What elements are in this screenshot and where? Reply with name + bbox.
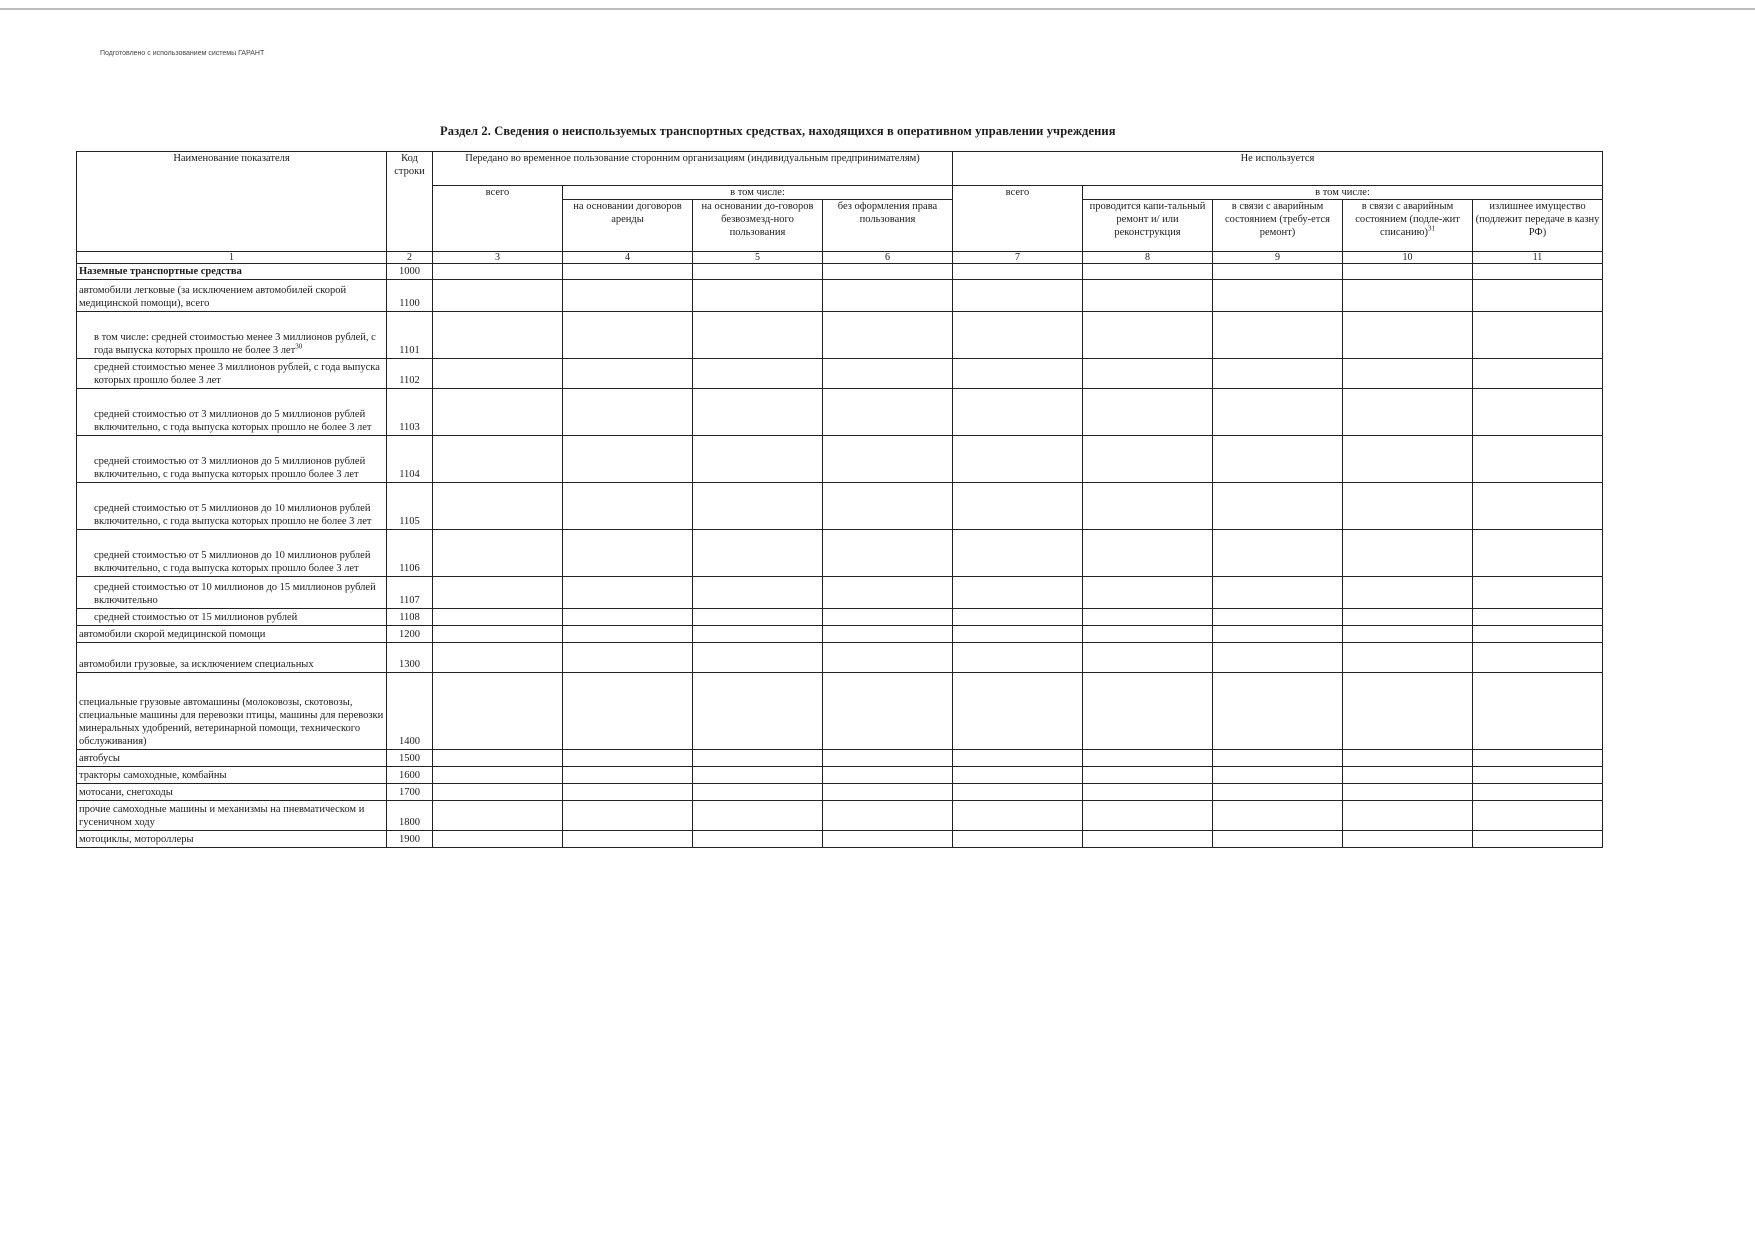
value-cell[interactable] [1473, 831, 1603, 848]
value-cell[interactable] [953, 673, 1083, 750]
row-name-text: автомобили скорой медицинской помощи [79, 629, 266, 640]
row-name-text: средней стоимостью от 10 миллионов до 15 миллионов рублей включительно [94, 582, 376, 606]
value-cell[interactable] [823, 673, 953, 750]
value-cell[interactable] [1083, 483, 1213, 530]
value-cell[interactable] [1343, 609, 1473, 626]
row-code: 1400 [387, 673, 433, 750]
value-cell[interactable] [953, 280, 1083, 312]
value-cell[interactable] [953, 312, 1083, 359]
row-name [77, 626, 387, 643]
value-cell[interactable] [1213, 609, 1343, 626]
value-cell[interactable] [1083, 767, 1213, 784]
value-cell[interactable] [823, 264, 953, 280]
value-cell[interactable] [1473, 436, 1603, 483]
row-name-text: средней стоимостью от 3 миллионов до 5 миллионов рублей включительно, с года выпуска которых прошло не более 3 лет [94, 409, 372, 433]
value-cell[interactable] [1343, 436, 1473, 483]
row-name [77, 280, 387, 312]
value-cell[interactable] [1343, 483, 1473, 530]
table-row [77, 577, 1603, 609]
value-cell[interactable] [1083, 609, 1213, 626]
value-cell[interactable] [953, 483, 1083, 530]
row-code: 1103 [387, 389, 433, 436]
value-cell[interactable] [823, 831, 953, 848]
row-name [77, 609, 387, 626]
row-code: 1108 [387, 609, 433, 626]
value-cell[interactable] [1473, 767, 1603, 784]
value-cell[interactable] [433, 577, 563, 609]
row-code: 1100 [387, 280, 433, 312]
value-cell[interactable] [693, 784, 823, 801]
value-cell[interactable] [953, 831, 1083, 848]
column-number: 11 [1473, 252, 1603, 264]
row-name [77, 750, 387, 767]
row-name-text: специальные грузовые автомашины (молоковозы, скотовозы, специальные машины для перевозки птицы, машины для перевозки минеральных удобрений, ветеринарной помощи, технического обслуживания) [79, 697, 384, 747]
value-cell[interactable] [953, 750, 1083, 767]
value-cell[interactable] [1473, 673, 1603, 750]
value-cell[interactable] [1213, 801, 1343, 831]
row-name [77, 389, 387, 436]
row-name-text: средней стоимостью от 15 миллионов рублей [94, 612, 298, 623]
row-name-text: средней стоимостью менее 3 миллионов рублей, с года выпуска которых прошло более 3 лет [94, 362, 380, 386]
value-cell[interactable] [563, 389, 693, 436]
table-row [77, 280, 1603, 312]
form-table-wrapper [76, 151, 1603, 848]
value-cell[interactable] [433, 359, 563, 389]
row-code: 1107 [387, 577, 433, 609]
value-cell[interactable] [823, 750, 953, 767]
row-name [77, 436, 387, 483]
table-row [77, 784, 1603, 801]
section-title: Раздел 2. Сведения о неиспользуемых транспортных средствах, находящихся в оперативном управлении учреждения [440, 124, 1116, 138]
value-cell[interactable] [1213, 530, 1343, 577]
value-cell[interactable] [953, 264, 1083, 280]
value-cell[interactable] [1473, 530, 1603, 577]
value-cell[interactable] [1083, 577, 1213, 609]
table-row [77, 609, 1603, 626]
value-cell[interactable] [1213, 312, 1343, 359]
value-cell[interactable] [693, 264, 823, 280]
value-cell[interactable] [693, 312, 823, 359]
value-cell[interactable] [433, 312, 563, 359]
value-cell[interactable] [693, 750, 823, 767]
value-cell[interactable] [1343, 577, 1473, 609]
value-cell[interactable] [1213, 577, 1343, 609]
value-cell[interactable] [433, 750, 563, 767]
value-cell[interactable] [823, 801, 953, 831]
value-cell[interactable] [823, 359, 953, 389]
value-cell[interactable] [1213, 643, 1343, 673]
row-name-text: тракторы самоходные, комбайны [79, 770, 227, 781]
value-cell[interactable] [563, 673, 693, 750]
value-cell[interactable] [953, 436, 1083, 483]
row-code: 1105 [387, 483, 433, 530]
value-cell[interactable] [1083, 530, 1213, 577]
value-cell[interactable] [563, 264, 693, 280]
value-cell[interactable] [1083, 280, 1213, 312]
row-name-text: средней стоимостью от 5 миллионов до 10 миллионов рублей включительно, с года выпуска которых прошло не более 3 лет [94, 503, 372, 527]
value-cell[interactable] [433, 801, 563, 831]
row-name [77, 767, 387, 784]
value-cell[interactable] [563, 750, 693, 767]
header-emergency-repair: в связи с аварийным состоянием (требу-ется ремонт) [1213, 200, 1343, 252]
value-cell[interactable] [953, 801, 1083, 831]
value-cell[interactable] [823, 280, 953, 312]
row-code: 1102 [387, 359, 433, 389]
vehicles-table [76, 151, 1603, 848]
value-cell[interactable] [1473, 483, 1603, 530]
value-cell[interactable] [1083, 801, 1213, 831]
row-code: 1101 [387, 312, 433, 359]
value-cell[interactable] [1213, 436, 1343, 483]
value-cell[interactable] [693, 643, 823, 673]
value-cell[interactable] [1473, 643, 1603, 673]
value-cell[interactable] [823, 784, 953, 801]
column-number: 8 [1083, 252, 1213, 264]
header-transferred-incl: в том числе: [563, 186, 953, 200]
value-cell[interactable] [1473, 389, 1603, 436]
value-cell[interactable] [693, 577, 823, 609]
row-name-text: автомобили грузовые, за исключением специальных [79, 659, 314, 670]
value-cell[interactable] [1083, 436, 1213, 483]
column-number: 7 [953, 252, 1083, 264]
value-cell[interactable] [433, 831, 563, 848]
value-cell[interactable] [433, 280, 563, 312]
column-numbers-row [77, 252, 1603, 264]
value-cell[interactable] [823, 483, 953, 530]
value-cell[interactable] [1213, 359, 1343, 389]
value-cell[interactable] [1473, 784, 1603, 801]
value-cell[interactable] [693, 436, 823, 483]
header-code: Код строки [387, 152, 433, 252]
row-code: 1000 [387, 264, 433, 280]
table-row [77, 359, 1603, 389]
value-cell[interactable] [433, 784, 563, 801]
row-name [77, 784, 387, 801]
value-cell[interactable] [433, 609, 563, 626]
row-code: 1106 [387, 530, 433, 577]
table-row [77, 530, 1603, 577]
value-cell[interactable] [693, 767, 823, 784]
value-cell[interactable] [1343, 359, 1473, 389]
value-cell[interactable] [563, 643, 693, 673]
table-row [77, 389, 1603, 436]
value-cell[interactable] [563, 831, 693, 848]
value-cell[interactable] [1473, 312, 1603, 359]
value-cell[interactable] [1473, 626, 1603, 643]
value-cell[interactable] [1213, 831, 1343, 848]
value-cell[interactable] [693, 280, 823, 312]
column-number: 5 [693, 252, 823, 264]
value-cell[interactable] [433, 767, 563, 784]
value-cell[interactable] [1083, 673, 1213, 750]
value-cell[interactable] [953, 530, 1083, 577]
value-cell[interactable] [563, 483, 693, 530]
row-code: 1800 [387, 801, 433, 831]
row-code: 1700 [387, 784, 433, 801]
header-lease: на основании договоров аренды [563, 200, 693, 252]
header-name: Наименование показателя [77, 152, 387, 252]
header-emergency-writeoff [1343, 200, 1473, 252]
value-cell[interactable] [563, 436, 693, 483]
value-cell[interactable] [1473, 609, 1603, 626]
value-cell[interactable] [953, 626, 1083, 643]
table-row [77, 643, 1603, 673]
row-name [77, 643, 387, 673]
row-name [77, 359, 387, 389]
header-no-rights: без оформления права пользования [823, 200, 953, 252]
value-cell[interactable] [693, 359, 823, 389]
row-name-text: в том числе: средней стоимостью менее 3 миллионов рублей, с года выпуска которых прошло не более 3 лет [94, 332, 376, 356]
value-cell[interactable] [1083, 643, 1213, 673]
value-cell[interactable] [1213, 750, 1343, 767]
table-row [77, 436, 1603, 483]
value-cell[interactable] [823, 436, 953, 483]
value-cell[interactable] [1213, 626, 1343, 643]
value-cell[interactable] [1083, 831, 1213, 848]
value-cell[interactable] [1343, 801, 1473, 831]
value-cell[interactable] [433, 436, 563, 483]
value-cell[interactable] [563, 577, 693, 609]
row-name-text: мотосани, снегоходы [79, 787, 173, 798]
value-cell[interactable] [433, 530, 563, 577]
header-surplus: излишнее имущество (подлежит передаче в казну РФ) [1473, 200, 1603, 252]
value-cell[interactable] [693, 609, 823, 626]
row-name [77, 264, 387, 280]
value-cell[interactable] [1343, 643, 1473, 673]
row-name [77, 673, 387, 750]
value-cell[interactable] [1083, 389, 1213, 436]
value-cell[interactable] [433, 483, 563, 530]
value-cell[interactable] [693, 483, 823, 530]
header-emergency-writeoff-text: в связи с аварийным состоянием (подле-жит списанию) [1355, 201, 1460, 238]
value-cell[interactable] [693, 673, 823, 750]
row-name-text: автомобили легковые (за исключением автомобилей скорой медицинской помощи), всего [79, 285, 347, 309]
column-number: 1 [77, 252, 387, 264]
value-cell[interactable] [823, 389, 953, 436]
value-cell[interactable] [1083, 784, 1213, 801]
value-cell[interactable] [1343, 626, 1473, 643]
row-name-text: прочие самоходные машины и механизмы на пневматическом и гусеничном ходу [79, 804, 365, 828]
row-code: 1104 [387, 436, 433, 483]
row-name [77, 577, 387, 609]
row-name-text: мотоциклы, мотороллеры [79, 834, 194, 845]
header-unused-total: всего [953, 186, 1083, 252]
row-name [77, 530, 387, 577]
value-cell[interactable] [1213, 673, 1343, 750]
value-cell[interactable] [1473, 750, 1603, 767]
value-cell[interactable] [823, 643, 953, 673]
table-row [77, 626, 1603, 643]
value-cell[interactable] [953, 643, 1083, 673]
value-cell[interactable] [1213, 483, 1343, 530]
row-name [77, 312, 387, 359]
row-code: 1500 [387, 750, 433, 767]
value-cell[interactable] [1343, 784, 1473, 801]
value-cell[interactable] [1083, 359, 1213, 389]
value-cell[interactable] [1343, 673, 1473, 750]
value-cell[interactable] [433, 264, 563, 280]
row-code: 1200 [387, 626, 433, 643]
value-cell[interactable] [823, 530, 953, 577]
value-cell[interactable] [693, 530, 823, 577]
header-transferred: Передано во временное пользование сторонним организациям (индивидуальным предпринимателям) [433, 152, 953, 186]
table-row [77, 767, 1603, 784]
row-name-text: автобусы [79, 753, 120, 764]
scan-top-edge [0, 8, 1755, 10]
value-cell[interactable] [563, 530, 693, 577]
value-cell[interactable] [1213, 389, 1343, 436]
value-cell[interactable] [1083, 264, 1213, 280]
table-row [77, 673, 1603, 750]
value-cell[interactable] [563, 609, 693, 626]
value-cell[interactable] [1473, 801, 1603, 831]
column-number: 3 [433, 252, 563, 264]
value-cell[interactable] [953, 767, 1083, 784]
table-row [77, 750, 1603, 767]
value-cell[interactable] [433, 626, 563, 643]
value-cell[interactable] [693, 389, 823, 436]
footnote-31: 31 [1427, 224, 1435, 233]
row-name [77, 831, 387, 848]
row-code: 1300 [387, 643, 433, 673]
header-transferred-total: всего [433, 186, 563, 252]
value-cell[interactable] [1213, 280, 1343, 312]
column-number: 6 [823, 252, 953, 264]
value-cell[interactable] [823, 609, 953, 626]
value-cell[interactable] [1213, 767, 1343, 784]
value-cell[interactable] [823, 312, 953, 359]
column-number: 10 [1343, 252, 1473, 264]
row-code: 1600 [387, 767, 433, 784]
table-row [77, 312, 1603, 359]
value-cell[interactable] [1473, 359, 1603, 389]
value-cell[interactable] [1343, 767, 1473, 784]
value-cell[interactable] [1473, 577, 1603, 609]
value-cell[interactable] [433, 389, 563, 436]
value-cell[interactable] [953, 577, 1083, 609]
value-cell[interactable] [1343, 750, 1473, 767]
header-unused-incl: в том числе: [1083, 186, 1603, 200]
value-cell[interactable] [1213, 264, 1343, 280]
row-code: 1900 [387, 831, 433, 848]
value-cell[interactable] [563, 359, 693, 389]
value-cell[interactable] [953, 784, 1083, 801]
value-cell[interactable] [1343, 280, 1473, 312]
value-cell[interactable] [433, 673, 563, 750]
value-cell[interactable] [563, 312, 693, 359]
value-cell[interactable] [563, 626, 693, 643]
header-unused: Не используется [953, 152, 1603, 186]
column-number: 4 [563, 252, 693, 264]
value-cell[interactable] [693, 626, 823, 643]
row-name [77, 483, 387, 530]
value-cell[interactable] [563, 280, 693, 312]
value-cell[interactable] [563, 767, 693, 784]
table-row [77, 831, 1603, 848]
table-body [77, 264, 1603, 848]
value-cell[interactable] [953, 609, 1083, 626]
value-cell[interactable] [433, 643, 563, 673]
value-cell[interactable] [953, 359, 1083, 389]
value-cell[interactable] [563, 801, 693, 831]
value-cell[interactable] [1343, 530, 1473, 577]
table-row [77, 483, 1603, 530]
column-number: 2 [387, 252, 433, 264]
footnote-ref: 30 [295, 342, 303, 351]
row-name-text: Наземные транспортные средства [79, 266, 242, 277]
value-cell[interactable] [1473, 280, 1603, 312]
value-cell[interactable] [1213, 784, 1343, 801]
value-cell[interactable] [1343, 264, 1473, 280]
value-cell[interactable] [823, 626, 953, 643]
value-cell[interactable] [1343, 389, 1473, 436]
value-cell[interactable] [1473, 264, 1603, 280]
header-free-use: на основании до-говоров безвозмезд-ного пользования [693, 200, 823, 252]
row-name-text: средней стоимостью от 3 миллионов до 5 миллионов рублей включительно, с года выпуска которых прошло более 3 лет [94, 456, 366, 480]
value-cell[interactable] [1343, 831, 1473, 848]
row-name-text: средней стоимостью от 5 миллионов до 10 миллионов рублей включительно, с года выпуска которых прошло более 3 лет [94, 550, 371, 574]
value-cell[interactable] [1083, 750, 1213, 767]
garant-note: Подготовлено с использованием системы ГАРАНТ [100, 50, 265, 57]
value-cell[interactable] [693, 831, 823, 848]
value-cell[interactable] [823, 577, 953, 609]
header-repair: проводится капи-тальный ремонт и/ или реконструкция [1083, 200, 1213, 252]
column-number: 9 [1213, 252, 1343, 264]
value-cell[interactable] [1343, 312, 1473, 359]
value-cell[interactable] [1083, 626, 1213, 643]
value-cell[interactable] [953, 389, 1083, 436]
value-cell[interactable] [563, 784, 693, 801]
table-row [77, 264, 1603, 280]
table-row [77, 801, 1603, 831]
row-name [77, 801, 387, 831]
value-cell[interactable] [823, 767, 953, 784]
value-cell[interactable] [693, 801, 823, 831]
value-cell[interactable] [1083, 312, 1213, 359]
